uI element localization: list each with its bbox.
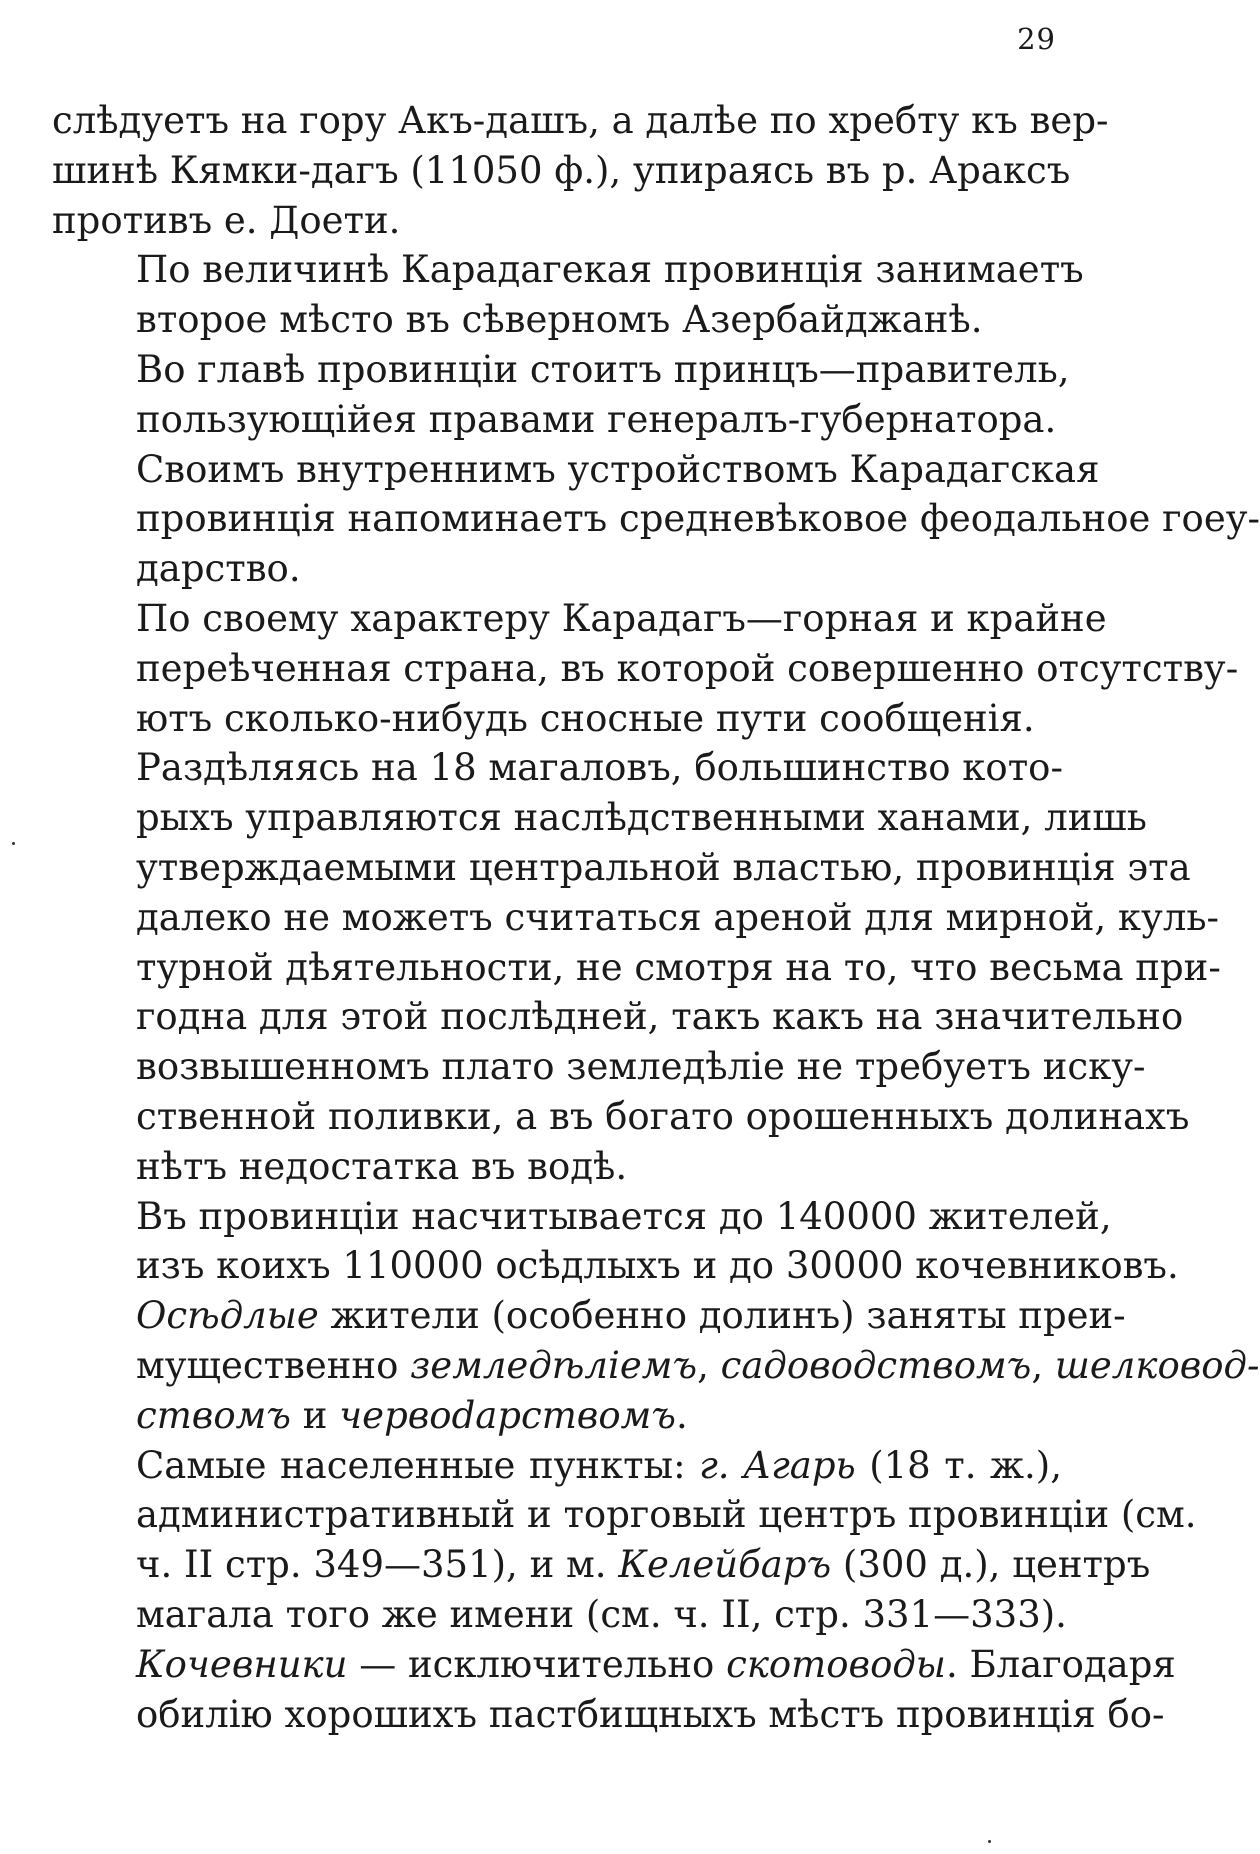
text-line: дарство. [136, 547, 301, 591]
text-line: ственной поливки, а въ богато орошенныхъ долинахъ [136, 1094, 1190, 1138]
text-run: , [697, 1343, 721, 1387]
text-line: пользующійея правами генералъ-губернатора. [136, 397, 1057, 441]
italic-term: г. Агарь [699, 1443, 856, 1487]
text-line: годна для этой послѣдней, такъ какъ на значительно [136, 995, 1184, 1039]
text-line: По величинѣ Карадагекая провинція занимаетъ [136, 248, 1084, 292]
text-line: нѣтъ недостатка въ водѣ. [136, 1144, 628, 1188]
text-run: административный и торговый центръ провинціи (см. [136, 1493, 1197, 1537]
italic-term: Келейбаръ [618, 1543, 832, 1587]
text-line: противъ е. Доети. [52, 198, 401, 242]
page-text [52, 96, 1260, 1739]
text-line [52, 1341, 1260, 1391]
italic-term: ствомъ [136, 1393, 291, 1437]
text-run: ч. II стр. 349—351), и м. [136, 1543, 619, 1587]
italic-term: шелковод- [1054, 1343, 1260, 1387]
italic-term: земледѣліемъ [410, 1343, 698, 1387]
text-run: жители (особенно долинъ) заняты преи- [318, 1294, 1126, 1338]
text-run: (18 т. ж.), [855, 1443, 1062, 1487]
paragraph [52, 1192, 1179, 1292]
text-line: провинція напоминаетъ средневѣковое феодальное гоеу- [136, 497, 1260, 541]
paragraph [52, 1441, 1197, 1640]
text-run: — исключительно [347, 1642, 727, 1686]
text-run: (300 д.), центръ [831, 1543, 1151, 1587]
text-line [52, 1690, 1165, 1740]
text-line: турной дѣятельности, не смотря на то, что весьма при- [136, 945, 1221, 989]
italic-term: Кочевники [136, 1642, 348, 1686]
paragraph [52, 96, 1109, 245]
text-run: магала того же имени (см. ч. II, стр. 331—333). [136, 1592, 1067, 1636]
paragraph [52, 1640, 1176, 1740]
page-number: 29 [1017, 22, 1056, 56]
text-run: обилію хорошихъ пастбищныхъ мѣстъ провинція бо- [136, 1692, 1165, 1736]
text-line: второе мѣсто въ сѣверномъ Азербайджанѣ. [136, 298, 983, 342]
text-line: шинѣ Кямки-дагъ (11050 ф.), упираясь въ р. Араксъ [52, 148, 1071, 192]
text-line [52, 1640, 1176, 1690]
text-line [52, 1441, 1062, 1491]
italic-term: садоводствомъ [720, 1343, 1032, 1387]
text-line [52, 1490, 1197, 1540]
italic-term: Осѣдлые [136, 1294, 319, 1338]
text-line: переѣченная страна, въ которой совершенно отсутству- [136, 646, 1239, 690]
text-line [52, 1391, 1062, 1441]
text-line: Въ провинціи насчитывается до 140000 жителей, [136, 1194, 1112, 1238]
text-run: и [290, 1393, 340, 1437]
paragraph [52, 245, 1084, 345]
text-line: ютъ сколько-нибудь сносные пути сообщенія. [136, 696, 1035, 740]
paragraph [52, 445, 1260, 594]
text-line: По своему характеру Карадагъ—горная и крайне [136, 596, 1107, 640]
italic-term: скотоводы [726, 1642, 946, 1686]
paragraph [52, 1291, 1260, 1440]
text-run: . [675, 1393, 688, 1437]
text-line: далеко не можетъ считаться ареной для мирной, куль- [136, 895, 1219, 939]
text-line: Раздѣляясь на 18 магаловъ, большинство кото- [136, 746, 1063, 790]
text-run: . Благодаря [945, 1642, 1176, 1686]
text-line: возвышенномъ плато земледѣліе не требуетъ иску- [136, 1045, 1146, 1089]
text-run: , [1031, 1343, 1055, 1387]
text-line: утверждаемыми центральной властью, провинція эта [136, 845, 1191, 889]
text-line: изъ коихъ 110000 осѣдлыхъ и до 30000 кочевниковъ. [136, 1244, 1179, 1288]
print-speck [988, 1840, 991, 1843]
text-line: слѣдуетъ на гору Акъ-дашъ, а далѣе по хребту къ вер- [52, 99, 1109, 142]
text-line: Своимъ внутреннимъ устройствомъ Карадагская [136, 447, 1100, 491]
text-line: Во главѣ провинціи стоитъ принцъ—правитель, [136, 347, 1070, 391]
print-speck [12, 842, 15, 845]
paragraph [52, 594, 1239, 743]
text-line [52, 1540, 1151, 1590]
italic-term: червodарствомъ [339, 1393, 676, 1437]
text-line: рыхъ управляются наслѣдственными ханами, лишь [136, 796, 1147, 840]
paragraph [52, 743, 1221, 1191]
text-run: мущественно [136, 1343, 411, 1387]
paragraph [52, 345, 1070, 445]
text-line [52, 1291, 1126, 1341]
text-line [52, 1590, 1067, 1640]
text-run: Самые населенные пункты: [136, 1443, 700, 1487]
